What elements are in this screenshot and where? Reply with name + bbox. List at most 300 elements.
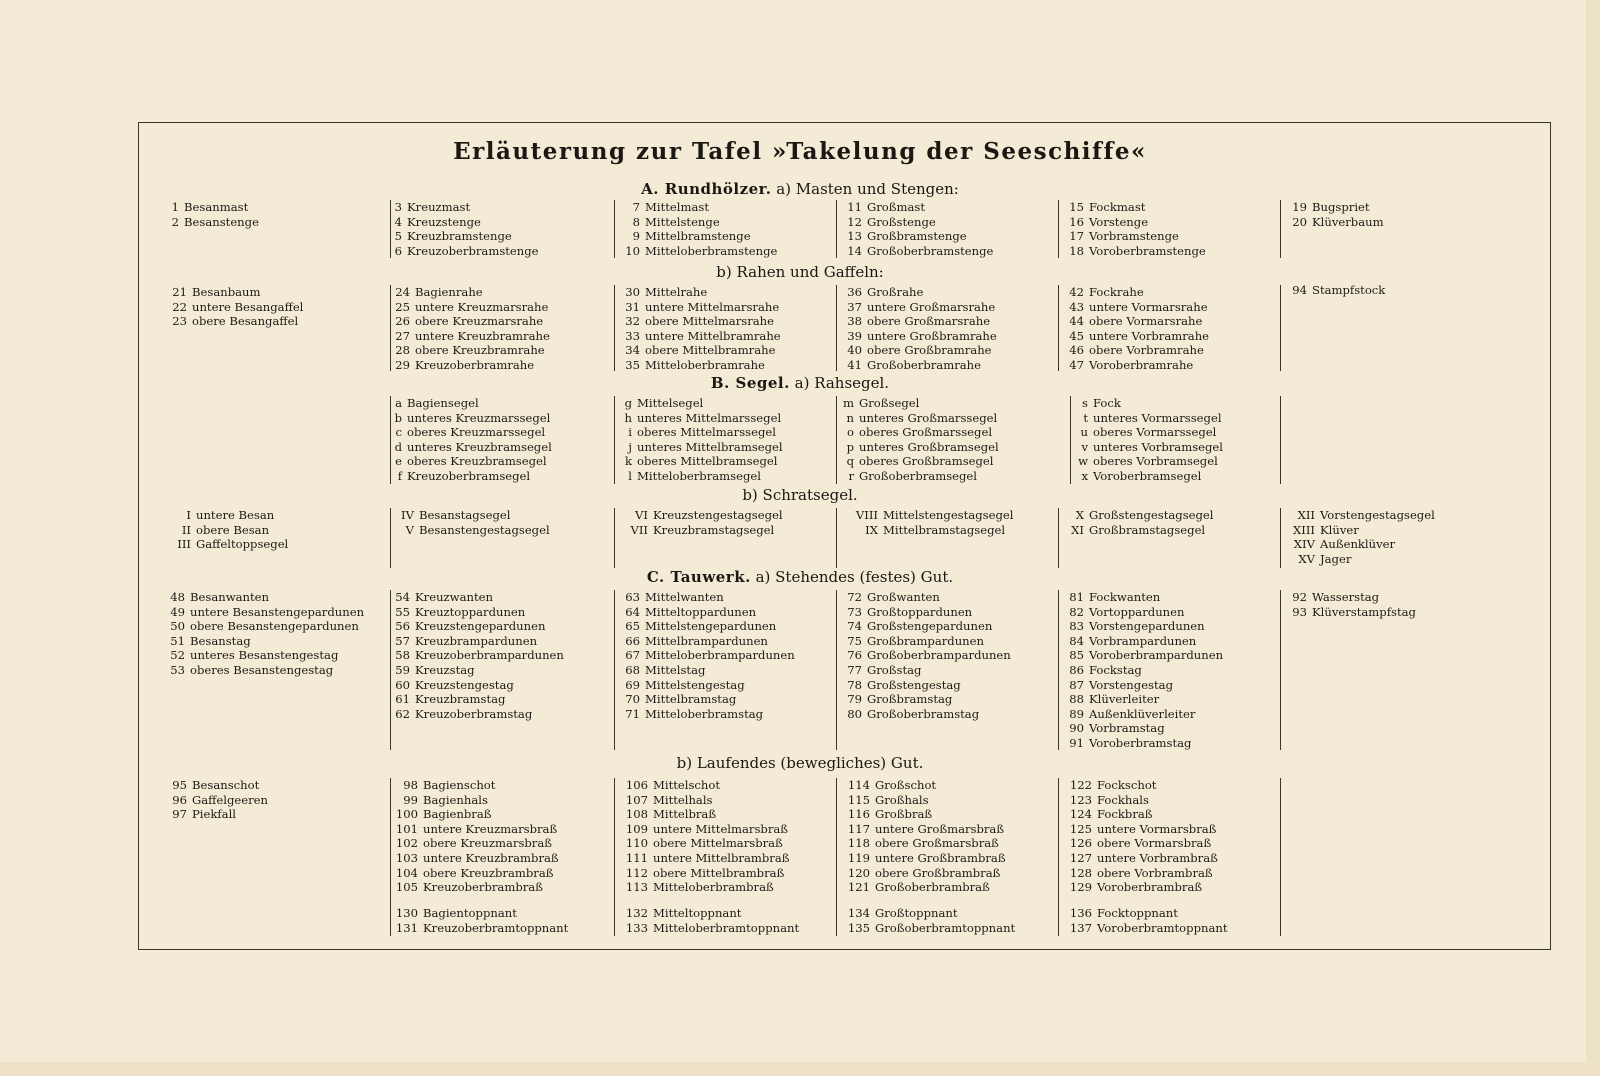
column-divider xyxy=(1280,285,1281,371)
legend-entry xyxy=(1074,396,1223,411)
legend-entry xyxy=(618,314,781,329)
legend-block xyxy=(840,508,1013,537)
entry-number: h xyxy=(624,410,632,425)
entry-number: XIII xyxy=(1293,522,1315,537)
legend-entry xyxy=(618,822,790,837)
legend-entry xyxy=(618,411,783,426)
legend-block xyxy=(840,906,1015,935)
legend-entry xyxy=(1062,866,1218,881)
legend-block xyxy=(165,200,259,229)
entry-number: 34 xyxy=(625,343,640,358)
legend-entry xyxy=(1062,200,1206,215)
legend-entry xyxy=(618,358,781,373)
entry-label: unteres Großmarssegel xyxy=(859,410,998,425)
legend-entry xyxy=(388,707,564,722)
legend-block xyxy=(618,200,777,258)
legend-entry xyxy=(1062,358,1209,373)
column-divider xyxy=(1058,508,1059,568)
entry-label: Großoberbrambraß xyxy=(875,880,990,895)
entry-label: untere Großmarsrahe xyxy=(867,299,996,314)
legend-entry xyxy=(1285,283,1385,298)
entry-label: Großoberbrampardunen xyxy=(867,648,1011,663)
legend-entry xyxy=(1285,605,1416,620)
legend-block xyxy=(165,590,364,678)
entry-label: Vorbramstag xyxy=(1089,721,1165,736)
legend-block xyxy=(1074,396,1223,484)
entry-label: Mittelbramstagsegel xyxy=(883,522,1006,537)
legend-block xyxy=(1285,508,1435,566)
entry-number: 3 xyxy=(394,200,402,214)
entry-number: 80 xyxy=(847,706,862,721)
entry-number: 103 xyxy=(395,850,418,865)
entry-label: Bagienbraß xyxy=(423,807,492,822)
entry-number: 59 xyxy=(395,662,410,677)
entry-number: i xyxy=(628,425,632,440)
legend-entry xyxy=(388,692,564,707)
legend-entry xyxy=(1062,634,1223,649)
entry-label: Gaffeltoppsegel xyxy=(196,537,289,552)
legend-entry xyxy=(618,851,790,866)
entry-label: Voroberbrambraß xyxy=(1097,880,1203,895)
entry-number: 90 xyxy=(1069,721,1084,736)
entry-label: obere Kreuzbrambraß xyxy=(423,865,554,880)
entry-number: 106 xyxy=(625,778,648,792)
entry-number: 23 xyxy=(172,314,187,329)
entry-number: 39 xyxy=(847,328,862,343)
entry-number: 46 xyxy=(1069,343,1084,358)
legend-entry xyxy=(165,648,364,663)
entry-number: 44 xyxy=(1069,314,1084,329)
entry-number: 132 xyxy=(625,906,648,920)
legend-entry xyxy=(388,663,564,678)
entry-label: Besanstagsegel xyxy=(419,508,511,522)
legend-entry xyxy=(1074,469,1223,484)
legend-entry xyxy=(840,454,999,469)
legend-entry xyxy=(1074,425,1223,440)
legend-entry xyxy=(165,590,364,605)
entry-label: Großsegel xyxy=(859,396,920,410)
page-title: Erläuterung zur Tafel »Takelung der Seeschiffe« xyxy=(453,138,1147,165)
entry-number: 13 xyxy=(847,229,862,244)
column-divider xyxy=(1070,396,1071,484)
entry-label: obere Großmarsrahe xyxy=(867,314,991,329)
entry-label: Großoberbramtoppnant xyxy=(875,920,1016,935)
legend-entry xyxy=(618,692,795,707)
entry-number: 66 xyxy=(625,633,640,648)
legend-entry xyxy=(165,663,364,678)
entry-number: 48 xyxy=(170,590,185,604)
entry-number: n xyxy=(846,410,854,425)
legend-entry xyxy=(618,921,799,936)
entry-number: 49 xyxy=(170,604,185,619)
entry-label: obere Mittelmarsrahe xyxy=(645,314,774,329)
entry-label: Mittelhals xyxy=(653,792,713,807)
column-divider xyxy=(836,590,837,750)
entry-label: obere Vorbrambraß xyxy=(1097,865,1213,880)
entry-number: 15 xyxy=(1069,200,1084,214)
entry-label: unteres Kreuzmarssegel xyxy=(407,410,551,425)
legend-block xyxy=(840,396,999,484)
entry-number: a xyxy=(395,396,402,410)
entry-label: untere Vormarsrahe xyxy=(1089,299,1208,314)
entry-number: 17 xyxy=(1069,229,1084,244)
legend-entry xyxy=(618,300,781,315)
legend-entry xyxy=(618,807,790,822)
column-divider xyxy=(1280,508,1281,568)
legend-entry xyxy=(1062,851,1218,866)
entry-number: 42 xyxy=(1069,285,1084,299)
legend-entry xyxy=(1062,590,1223,605)
legend-entry xyxy=(388,358,550,373)
entry-number: 127 xyxy=(1069,850,1092,865)
legend-entry xyxy=(1285,215,1384,230)
entry-label: Mittelstenge xyxy=(645,214,720,229)
column-divider xyxy=(836,778,837,936)
entry-number: 136 xyxy=(1069,906,1092,920)
entry-label: Großbraß xyxy=(875,807,933,822)
entry-label: Mittelbrampardunen xyxy=(645,633,768,648)
legend-entry xyxy=(388,634,564,649)
entry-label: unteres Großbramsegel xyxy=(859,439,999,454)
entry-label: obere Kreuzmarsrahe xyxy=(415,314,544,329)
legend-entry xyxy=(165,523,288,538)
legend-entry xyxy=(388,411,552,426)
entry-number: 56 xyxy=(395,619,410,634)
entry-label: Mittelschot xyxy=(653,778,721,792)
entry-number: 67 xyxy=(625,648,640,663)
legend-entry xyxy=(840,866,1006,881)
legend-block xyxy=(388,778,559,895)
legend-entry xyxy=(1285,523,1435,538)
entry-label: Wasserstag xyxy=(1312,590,1380,604)
legend-entry xyxy=(388,285,550,300)
entry-label: Großtoppardunen xyxy=(867,604,973,619)
legend-entry xyxy=(618,880,790,895)
entry-label: Mittelsegel xyxy=(637,396,704,410)
legend-block xyxy=(388,396,552,484)
legend-entry xyxy=(840,440,999,455)
entry-number: 65 xyxy=(625,619,640,634)
legend-block xyxy=(618,778,790,895)
legend-entry xyxy=(618,707,795,722)
legend-entry xyxy=(388,906,568,921)
legend-entry xyxy=(618,866,790,881)
entry-number: k xyxy=(624,454,632,469)
entry-label: oberes Großbramsegel xyxy=(859,454,994,469)
entry-label: Klüverstampfstag xyxy=(1312,604,1416,619)
entry-label: Mittelbraß xyxy=(653,807,717,822)
entry-number: 126 xyxy=(1069,836,1092,851)
entry-number: 89 xyxy=(1069,706,1084,721)
entry-label: obere Großbrambraß xyxy=(875,865,1001,880)
entry-label: Besanwanten xyxy=(190,590,269,604)
entry-label: Kreuztoppardunen xyxy=(415,604,526,619)
entry-number: VII xyxy=(630,522,648,537)
entry-number: 1 xyxy=(171,200,179,214)
entry-label: Kreuzbramstag xyxy=(415,692,506,707)
entry-label: Mitteltoppardunen xyxy=(645,604,757,619)
legend-block xyxy=(618,396,783,484)
entry-label: obere Mittelbramrahe xyxy=(645,343,776,358)
entry-number: 7 xyxy=(632,200,640,214)
section-c-sub-a: a) Stehendes (festes) Gut. xyxy=(755,568,954,586)
legend-entry xyxy=(1285,552,1435,567)
entry-number: 74 xyxy=(847,619,862,634)
entry-label: Großoberbramstenge xyxy=(867,243,994,258)
legend-entry xyxy=(388,778,559,793)
entry-label: Mittelstengestag xyxy=(645,677,745,692)
legend-entry xyxy=(388,822,559,837)
entry-label: unteres Kreuzbramsegel xyxy=(407,439,552,454)
legend-entry xyxy=(165,778,268,793)
entry-number: r xyxy=(848,468,854,483)
legend-entry xyxy=(1062,778,1218,793)
entry-number: 6 xyxy=(394,243,402,258)
entry-number: 73 xyxy=(847,604,862,619)
entry-number: 51 xyxy=(170,633,185,648)
column-divider xyxy=(614,508,615,568)
entry-label: Großrahe xyxy=(867,285,924,299)
entry-label: unteres Mittelmarssegel xyxy=(637,410,782,425)
entry-number: 107 xyxy=(625,792,648,807)
legend-entry xyxy=(388,469,552,484)
entry-label: Stampfstock xyxy=(1312,283,1386,297)
entry-label: Großhals xyxy=(875,792,929,807)
legend-entry xyxy=(165,605,364,620)
entry-label: Mitteltoppnant xyxy=(653,906,742,920)
entry-label: untere Großbrambraß xyxy=(875,850,1006,865)
entry-number: 102 xyxy=(395,836,418,851)
entry-number: 43 xyxy=(1069,299,1084,314)
legend-entry xyxy=(388,396,552,411)
legend-block xyxy=(388,906,568,935)
entry-number: 135 xyxy=(847,920,870,935)
entry-number: b xyxy=(394,410,402,425)
entry-label: Großtoppnant xyxy=(875,906,958,920)
entry-number: 118 xyxy=(847,836,870,851)
entry-number: 69 xyxy=(625,677,640,692)
entry-number: 97 xyxy=(172,807,187,822)
entry-label: Voroberbramrahe xyxy=(1089,357,1194,372)
legend-entry xyxy=(1062,880,1218,895)
entry-number: 64 xyxy=(625,604,640,619)
entry-label: Großstengestagsegel xyxy=(1089,508,1214,522)
entry-number: 31 xyxy=(625,299,640,314)
entry-number: 92 xyxy=(1292,590,1307,604)
legend-entry xyxy=(165,508,288,523)
entry-label: oberes Mittelmarssegel xyxy=(637,425,776,440)
legend-entry xyxy=(388,605,564,620)
legend-block xyxy=(388,285,550,373)
entry-label: Mittelstengepardunen xyxy=(645,619,777,634)
legend-entry xyxy=(388,343,550,358)
legend-entry xyxy=(840,906,1015,921)
legend-entry xyxy=(388,851,559,866)
entry-label: Klüver xyxy=(1320,522,1359,537)
entry-label: untere Kreuzbrambraß xyxy=(423,850,559,865)
entry-label: Kreuzstenge xyxy=(407,214,481,229)
entry-label: Mitteloberbrambraß xyxy=(653,880,774,895)
entry-number: 93 xyxy=(1292,604,1307,619)
entry-label: Kreuzoberbramstenge xyxy=(407,243,539,258)
entry-number: 77 xyxy=(847,662,862,677)
entry-number: c xyxy=(395,425,402,440)
entry-number: X xyxy=(1075,508,1084,522)
entry-label: obere Mittelmarsbraß xyxy=(653,836,783,851)
entry-label: oberes Vorbramsegel xyxy=(1093,454,1218,469)
entry-label: untere Mittelmarsbraß xyxy=(653,821,789,836)
entry-number: 72 xyxy=(847,590,862,604)
entry-label: Bugspriet xyxy=(1312,200,1370,214)
legend-entry xyxy=(840,648,1011,663)
entry-number: g xyxy=(624,396,632,410)
section-b-sub-b: b) Schratsegel. xyxy=(742,486,858,504)
legend-block xyxy=(840,590,1011,721)
column-divider xyxy=(1058,590,1059,750)
legend-entry xyxy=(165,300,303,315)
legend-entry xyxy=(388,880,559,895)
section-b-heading xyxy=(0,374,1600,392)
entry-number: 14 xyxy=(847,243,862,258)
entry-label: Kreuzoberbrampardunen xyxy=(415,648,564,663)
legend-entry xyxy=(618,215,777,230)
entry-label: obere Mittelbrambraß xyxy=(653,865,785,880)
legend-entry xyxy=(388,648,564,663)
legend-entry xyxy=(165,537,288,552)
legend-entry xyxy=(840,244,993,259)
legend-entry xyxy=(388,215,539,230)
legend-entry xyxy=(165,634,364,649)
legend-entry xyxy=(840,343,997,358)
entry-label: Besanstengestagsegel xyxy=(419,522,550,537)
entry-number: 37 xyxy=(847,299,862,314)
legend-entry xyxy=(618,678,795,693)
entry-number: 122 xyxy=(1069,778,1092,792)
entry-number: XIV xyxy=(1293,537,1315,552)
entry-label: Kreuzmast xyxy=(407,200,471,214)
entry-label: obere Besangaffel xyxy=(192,314,299,329)
entry-number: VI xyxy=(635,508,648,522)
entry-label: unteres Besanstengestag xyxy=(190,648,339,663)
entry-number: 105 xyxy=(395,880,418,895)
entry-number: 110 xyxy=(625,836,648,851)
entry-label: Besanmast xyxy=(184,200,249,214)
legend-entry xyxy=(840,880,1006,895)
entry-label: Fockwanten xyxy=(1089,590,1161,604)
entry-label: Mitteloberbramstenge xyxy=(645,243,778,258)
legend-entry xyxy=(1062,605,1223,620)
entry-number: v xyxy=(1081,439,1088,454)
legend-block xyxy=(1062,285,1209,373)
legend-entry xyxy=(618,200,777,215)
legend-entry xyxy=(1062,508,1214,523)
entry-label: oberes Kreuzmarssegel xyxy=(407,425,546,440)
legend-entry xyxy=(165,215,259,230)
legend-entry xyxy=(1062,793,1218,808)
entry-label: Kreuzoberbramstag xyxy=(415,706,533,721)
entry-number: 18 xyxy=(1069,243,1084,258)
entry-label: Großstenge xyxy=(867,214,936,229)
legend-block xyxy=(388,508,550,537)
legend-entry xyxy=(388,590,564,605)
legend-block xyxy=(1062,590,1223,751)
legend-entry xyxy=(1062,836,1218,851)
entry-label: obere Großbramrahe xyxy=(867,343,992,358)
legend-entry xyxy=(618,244,777,259)
entry-number: 70 xyxy=(625,692,640,707)
entry-label: Mittelstag xyxy=(645,662,706,677)
entry-label: Großmast xyxy=(867,200,926,214)
entry-label: untere Großmarsbraß xyxy=(875,821,1005,836)
entry-label: Gaffelgeeren xyxy=(192,792,268,807)
entry-number: 61 xyxy=(395,692,410,707)
entry-number: 5 xyxy=(394,229,402,244)
entry-number: XII xyxy=(1297,508,1315,522)
entry-label: untere Vormarsbraß xyxy=(1097,821,1217,836)
legend-entry xyxy=(1062,314,1209,329)
legend-entry xyxy=(840,590,1011,605)
legend-entry xyxy=(618,508,783,523)
entry-number: 99 xyxy=(403,792,418,807)
entry-label: obere Kreuzbramrahe xyxy=(415,343,545,358)
entry-label: Vorstenge xyxy=(1089,214,1149,229)
entry-number: XV xyxy=(1298,551,1315,566)
entry-number: 84 xyxy=(1069,633,1084,648)
legend-entry xyxy=(618,425,783,440)
legend-entry xyxy=(840,523,1013,538)
entry-number: 63 xyxy=(625,590,640,604)
entry-label: Kreuzstag xyxy=(415,662,475,677)
entry-number: w xyxy=(1078,454,1088,469)
entry-label: Voroberbramtoppnant xyxy=(1097,920,1228,935)
entry-number: 75 xyxy=(847,633,862,648)
legend-entry xyxy=(1062,678,1223,693)
legend-block xyxy=(165,508,288,552)
entry-number: 124 xyxy=(1069,807,1092,822)
entry-label: Jager xyxy=(1320,551,1352,566)
entry-label: Fockbraß xyxy=(1097,807,1153,822)
legend-entry xyxy=(388,200,539,215)
legend-entry xyxy=(388,229,539,244)
entry-label: Großoberbramrahe xyxy=(867,357,981,372)
entry-label: Besanschot xyxy=(192,778,260,792)
legend-entry xyxy=(840,634,1011,649)
entry-label: Bagientoppnant xyxy=(423,906,517,920)
entry-label: Großwanten xyxy=(867,590,940,604)
entry-label: Außenklüverleiter xyxy=(1089,706,1196,721)
entry-number: 123 xyxy=(1069,792,1092,807)
entry-label: Mitteloberbramstag xyxy=(645,706,764,721)
entry-number: f xyxy=(397,468,402,483)
legend-entry xyxy=(618,648,795,663)
entry-number: 22 xyxy=(172,299,187,314)
entry-label: Fockrahe xyxy=(1089,285,1144,299)
entry-label: oberes Großmarssegel xyxy=(859,425,993,440)
legend-block xyxy=(1062,508,1214,537)
legend-entry xyxy=(1062,822,1218,837)
section-a-label: A. Rundhölzer. xyxy=(641,180,772,198)
legend-entry xyxy=(618,440,783,455)
column-divider xyxy=(836,200,837,258)
legend-entry xyxy=(1062,707,1223,722)
legend-block xyxy=(840,778,1006,895)
entry-number: 96 xyxy=(172,792,187,807)
section-c-label: C. Tauwerk. xyxy=(646,568,751,586)
legend-entry xyxy=(388,836,559,851)
entry-label: obere Großmarsbraß xyxy=(875,836,999,851)
legend-block xyxy=(840,285,997,373)
entry-number: 58 xyxy=(395,648,410,663)
